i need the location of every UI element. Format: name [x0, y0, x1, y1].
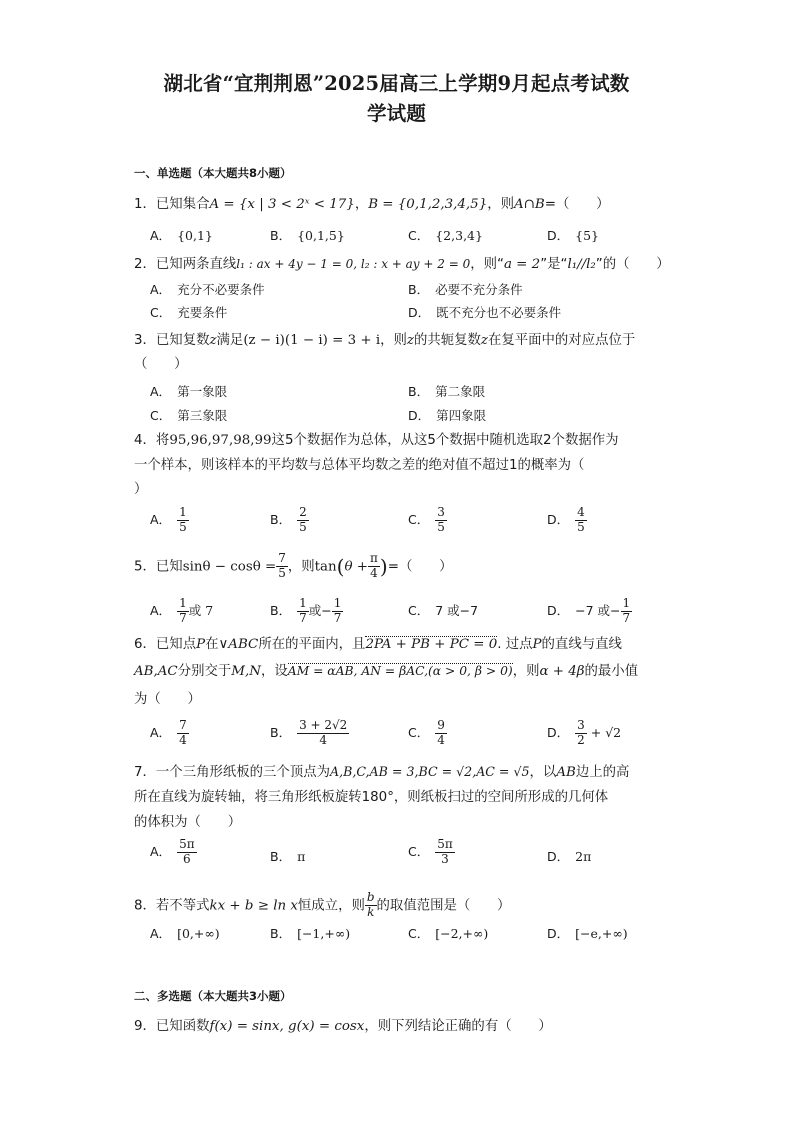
question-number: 8．: [134, 898, 156, 914]
option-b: B． $\frac{1}{7}$ 或− $\frac{1}{7}$: [270, 596, 342, 625]
option-d: D． −7 或− $\frac{1}{7}$: [547, 596, 631, 625]
math-expression: tan: [314, 559, 337, 575]
math-expression: 95,96,97,98,99: [169, 433, 272, 448]
question-number: 2．: [134, 257, 156, 272]
question-3-cont: （ ）: [134, 357, 188, 372]
question-7: [134, 766, 629, 779]
question-7-cont: 所在直线为旋转轴，将三角形纸板旋转180°，则纸板扫过的空间所形成的几何体: [134, 790, 609, 805]
question-text: 已知复数: [155, 333, 210, 348]
question-9: [134, 1020, 552, 1033]
option-d: D． 2π: [547, 849, 592, 864]
question-text: 个数据作为总体，从这: [293, 433, 428, 448]
option-b: B． 第二象限: [408, 384, 486, 399]
question-text: 已知点: [155, 637, 197, 652]
question-text: 在复平面中的对应点位于: [487, 333, 636, 348]
question-text: 一个三角形纸板的三个顶点为: [155, 765, 330, 780]
math-expression: A∩B: [514, 197, 545, 212]
question-text: ，以: [529, 765, 557, 780]
question-number: 7．: [134, 765, 156, 780]
question-text: =（ ）: [544, 197, 610, 212]
math-expression: 2: [543, 433, 552, 448]
question-4: [134, 434, 619, 447]
question-text: 的概率为（: [517, 458, 585, 473]
question-text: =（ ）: [387, 559, 453, 575]
question-text: 若不等式: [155, 898, 210, 914]
question-4-cont: [134, 459, 584, 472]
math-expression: l₁ : ax + 4y − 1 = 0, l₂ : x + ay + 2 = 0: [236, 257, 471, 271]
option-c: C． 充要条件: [150, 305, 228, 320]
math-expression: (z − i)(1 − i) = 3 + i: [243, 333, 381, 348]
question-text: ”是“: [540, 257, 568, 272]
question-text: ，则下列结论正确的有（ ）: [364, 1019, 552, 1034]
math-expression: 5: [284, 433, 294, 448]
option-a: A． 第一象限: [150, 384, 228, 399]
question-text: 的取值范围是（ ）: [376, 898, 511, 914]
option-b: B． $\frac{3 + 2√2}{4}$: [270, 718, 348, 747]
question-text: 在: [205, 637, 219, 652]
question-text: 已知函数: [155, 1019, 210, 1034]
question-text: 满足: [216, 333, 244, 348]
page-title-line-1: 湖北省“宜荆荆恩”2025届高三上学期9月起点考试数: [163, 72, 630, 95]
option-a: A． $\frac{1}{5}$: [150, 505, 187, 534]
option-b: B． 必要不充分条件: [408, 282, 523, 297]
math-expression: θ +: [344, 559, 369, 575]
math-expression: ∨ABC: [218, 637, 259, 652]
question-text: ，则: [287, 559, 315, 575]
option-d: D． $\frac{3}{2}$ + √2: [547, 718, 622, 747]
question-text: 的直线与直线: [541, 637, 622, 652]
question-text: 个数据作为: [551, 433, 619, 448]
option-b: B． π: [270, 849, 306, 864]
question-number: 3．: [134, 333, 156, 348]
question-text: ，: [354, 197, 369, 212]
question-text: 将: [155, 433, 170, 448]
option-a: A． {0,1}: [150, 228, 213, 243]
section-heading-single-choice: 一、单选题（本大题共8小题）: [134, 166, 292, 180]
option-a: A． [0,+∞): [150, 926, 220, 941]
section-heading-multiple-choice: 二、多选题（本大题共3小题）: [134, 989, 292, 1003]
option-a: A． $\frac{5\pi}{6}$: [150, 837, 195, 866]
option-c: C． $\frac{3}{5}$: [408, 505, 445, 534]
option-d: D． $\frac{4}{5}$: [547, 505, 585, 534]
math-expression: f(x) = sinx, g(x) = cosx: [209, 1019, 365, 1034]
math-expression: 5: [427, 433, 436, 448]
math-expression: α + 4β: [539, 664, 585, 679]
math-expression: AM = αAB, AN = βAC,(α > 0, β > 0): [287, 664, 513, 678]
question-2: [134, 258, 670, 271]
math-expression: P: [532, 637, 542, 652]
question-text: 已知: [155, 559, 183, 575]
question-text: 的最小值: [584, 664, 639, 679]
question-text: 这: [271, 433, 285, 448]
math-expression: a = 2: [503, 257, 541, 272]
option-c: C． $\frac{9}{4}$: [408, 718, 445, 747]
question-text: 已知两条直线: [155, 257, 237, 272]
option-a: A． $\frac{1}{7}$ 或 7: [150, 596, 214, 625]
question-number: 5．: [134, 559, 156, 575]
math-expression: M,N: [231, 664, 261, 679]
math-expression: A,B,C,AB = 3,BC = √2,AC = √5: [330, 764, 530, 779]
math-expression: B = {0,1,2,3,4,5}: [368, 197, 488, 212]
question-number: 4．: [134, 433, 156, 448]
question-text: ，则: [512, 664, 540, 679]
question-6-cont-2: 为（ ）: [134, 692, 201, 707]
option-c: C． {2,3,4}: [408, 228, 483, 243]
question-text: 的共轭复数: [413, 333, 481, 348]
math-expression: z: [406, 333, 414, 348]
question-6-cont: [134, 665, 638, 678]
question-number: 9．: [134, 1019, 156, 1034]
question-number: 1．: [134, 197, 156, 212]
math-expression: AB,AC: [134, 664, 178, 679]
math-expression: z: [480, 333, 488, 348]
fraction: $\frac{7}{5}$: [278, 551, 286, 580]
option-b: B． $\frac{2}{5}$: [270, 505, 307, 534]
question-number: 6．: [134, 637, 156, 652]
question-text: ，则: [380, 333, 407, 348]
option-c: C． 7 或−7: [408, 603, 479, 618]
question-text: ，设: [260, 664, 288, 679]
math-expression: A = {x | 3 < 2ˣ < 17}: [209, 197, 355, 212]
question-text: ，则: [487, 197, 514, 212]
question-text: 边上的高: [575, 765, 630, 780]
page-title-line-2: 学试题: [366, 102, 427, 125]
option-a: A． 充分不必要条件: [150, 282, 265, 297]
math-expression: z: [209, 333, 217, 348]
question-text: ，则“: [470, 257, 504, 272]
question-5: 5．已知sinθ − cosθ = $\frac{7}{5}$ ，则tan(θ + $\frac{\pi}{4}$ )=（ ）: [134, 551, 453, 580]
question-6: [134, 638, 622, 651]
question-text: . 过点: [497, 637, 533, 652]
question-7-cont-2: 的体积为（ ）: [134, 815, 242, 830]
math-expression: AB: [556, 765, 576, 780]
question-3: [134, 334, 635, 347]
option-b: B． {0,1,5}: [270, 228, 345, 243]
question-text: 分别交于: [177, 664, 232, 679]
option-c: C． 第三象限: [150, 408, 228, 423]
option-d: D． [−e,+∞): [547, 926, 628, 941]
option-c: C． $\frac{5\pi}{3}$: [408, 837, 453, 866]
question-text: 个数据中随机选取: [435, 433, 544, 448]
question-text: 已知集合: [155, 197, 210, 212]
fraction: $\frac{\pi}{4}$: [370, 551, 378, 580]
math-expression: P: [196, 637, 206, 652]
question-4-cont-2: ）: [134, 482, 148, 497]
question-text: ”的（ ）: [595, 257, 670, 272]
option-d: D． 既不充分也不必要条件: [408, 305, 562, 320]
option-c: C． [−2,+∞): [408, 926, 489, 941]
question-8: [134, 891, 510, 920]
math-expression: l₁//l₂: [567, 257, 596, 272]
question-1: [134, 198, 610, 211]
option-d: D． {5}: [547, 228, 599, 243]
math-expression: 1: [508, 458, 518, 473]
math-expression: kx + b ≥ ln x: [209, 898, 298, 914]
option-b: B． [−1,+∞): [270, 926, 351, 941]
question-text: 所在的平面内，且: [258, 637, 366, 652]
question-text: 恒成立，则: [297, 898, 365, 914]
math-expression: 2PA + PB + PC = 0: [365, 637, 498, 652]
question-text: 一个样本，则该样本的平均数与总体平均数之差的绝对值不超过: [134, 458, 509, 473]
option-d: D． 第四象限: [408, 408, 487, 423]
fraction: $\frac{b}{k}$: [366, 890, 375, 919]
option-a: A． $\frac{7}{4}$: [150, 718, 187, 747]
math-expression: sinθ − cosθ =: [182, 559, 277, 575]
